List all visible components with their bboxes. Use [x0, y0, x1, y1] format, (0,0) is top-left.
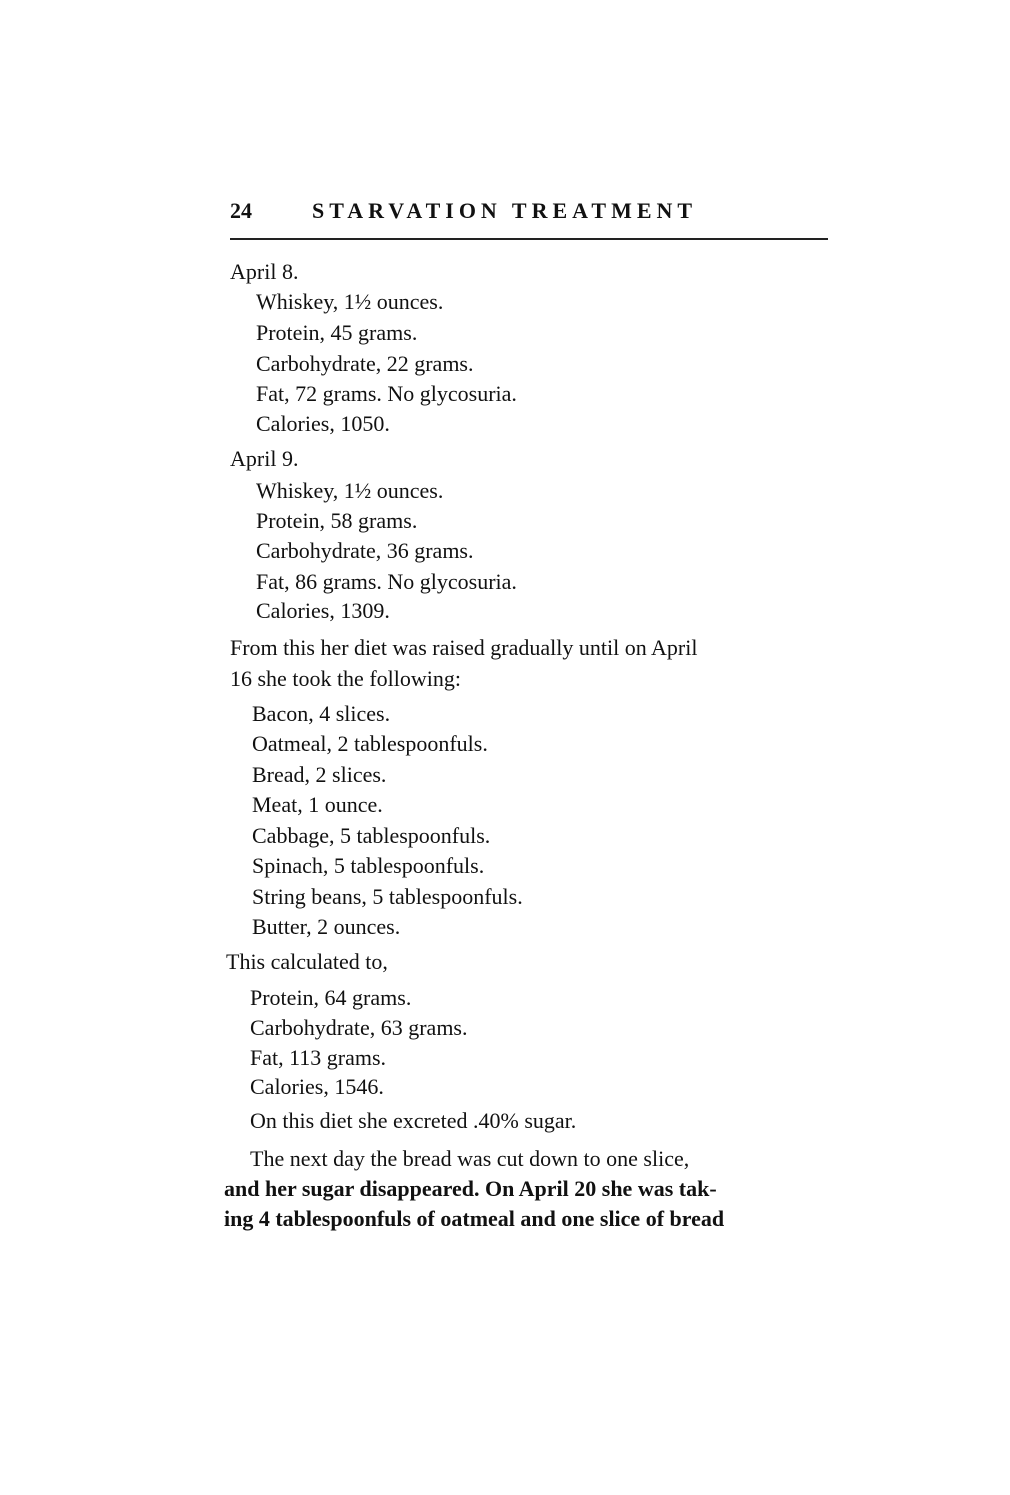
calculated-item: Carbohydrate, 63 grams.: [250, 1015, 468, 1040]
paragraph-line: and her sugar disappeared. On April 20 she was tak-: [224, 1176, 717, 1201]
april-9-item: Whiskey, 1½ ounces.: [256, 478, 444, 503]
april-16-item: Spinach, 5 tablespoonfuls.: [252, 853, 485, 878]
april-9-item: Fat, 86 grams. No glycosuria.: [256, 569, 517, 594]
april-9-item: Carbohydrate, 36 grams.: [256, 538, 474, 563]
paragraph-line: The next day the bread was cut down to one slice,: [250, 1146, 690, 1171]
april-16-item: String beans, 5 tablespoonfuls.: [252, 884, 523, 909]
paragraph-line: From this her diet was raised gradually until on April: [230, 635, 698, 660]
paragraph-line: 16 she took the following:: [230, 666, 461, 691]
april-8-item: Fat, 72 grams. No glycosuria.: [256, 381, 517, 406]
page-header: [230, 198, 828, 240]
calculated-item: Protein, 64 grams.: [250, 985, 412, 1010]
april-8-heading: April 8.: [230, 259, 299, 284]
april-9-item: Protein, 58 grams.: [256, 508, 418, 533]
april-8-item: Whiskey, 1½ ounces.: [256, 289, 444, 314]
april-9-heading: April 9.: [230, 446, 299, 471]
april-8-item: Calories, 1050.: [256, 411, 390, 436]
april-16-item: Butter, 2 ounces.: [252, 914, 401, 939]
paragraph-line: ing 4 tablespoonfuls of oatmeal and one slice of bread: [224, 1206, 725, 1231]
april-8-item: Carbohydrate, 22 grams.: [256, 351, 474, 376]
april-16-item: Meat, 1 ounce.: [252, 792, 383, 817]
calculated-item: On this diet she excreted .40% sugar.: [250, 1108, 577, 1133]
april-16-item: Cabbage, 5 tablespoonfuls.: [252, 823, 491, 848]
calculated-item: Fat, 113 grams.: [250, 1045, 387, 1070]
page-number: 24: [230, 198, 252, 223]
april-9-item: Calories, 1309.: [256, 598, 390, 623]
april-8-item: Protein, 45 grams.: [256, 320, 418, 345]
calculated-heading: This calculated to,: [226, 949, 388, 974]
april-16-item: Bacon, 4 slices.: [252, 701, 391, 726]
running-head: STARVATION TREATMENT: [312, 198, 698, 223]
april-16-item: Bread, 2 slices.: [252, 762, 387, 787]
calculated-item: Calories, 1546.: [250, 1074, 384, 1099]
april-16-item: Oatmeal, 2 tablespoonfuls.: [252, 731, 488, 756]
